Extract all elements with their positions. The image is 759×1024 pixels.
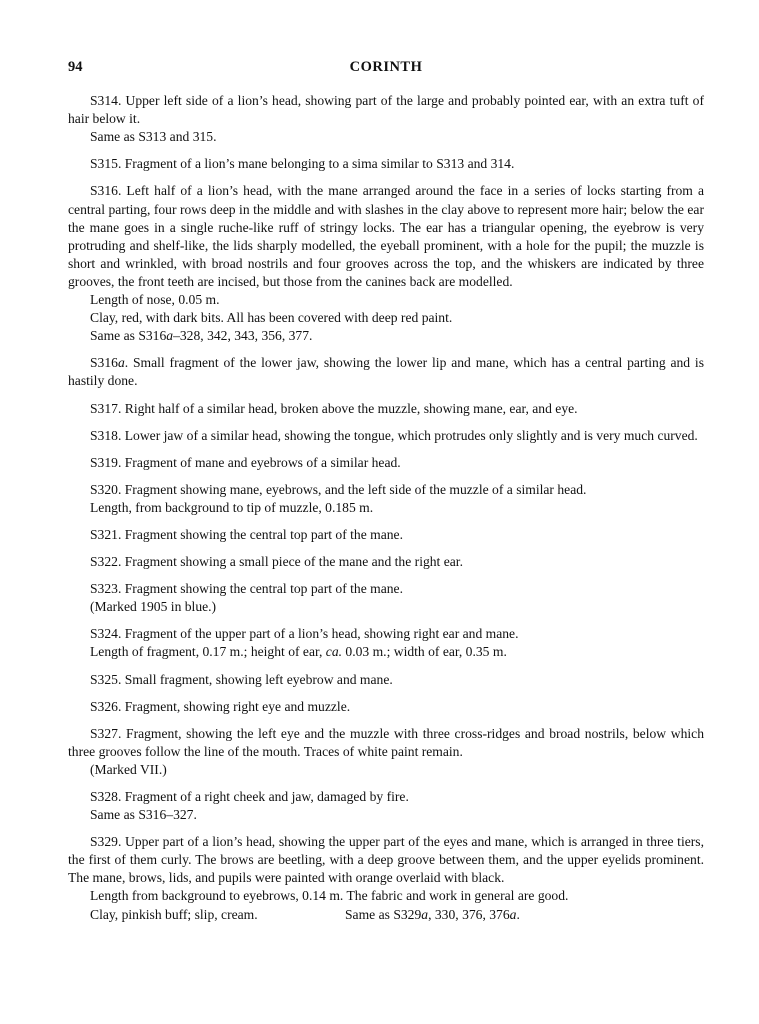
entry-comparison: Same as S313 and 315. bbox=[90, 129, 217, 145]
entry-description: S318. Lower jaw of a similar head, showing the tongue, which protrudes only slightly and is very much curved. bbox=[90, 427, 698, 443]
comparison-suffix: a bbox=[166, 328, 174, 344]
catalog-entry-s316a bbox=[68, 354, 704, 390]
comparison-text: –328, 342, 343, 356, 377. bbox=[173, 328, 313, 344]
entry-clay: Clay, red, with dark bits. All has been covered with deep red paint. bbox=[90, 310, 453, 326]
catalog-entry-s314 bbox=[68, 92, 704, 146]
entry-text: . Small fragment of the lower jaw, showing the lower lip and mane, which has a central parting and is hastily done. bbox=[68, 355, 704, 389]
entry-measurement bbox=[68, 643, 704, 661]
entry-marking: (Marked 1905 in blue.) bbox=[90, 599, 217, 615]
entry-description: S325. Small fragment, showing left eyebrow and mane. bbox=[90, 671, 393, 687]
running-title: CORINTH bbox=[349, 59, 423, 75]
catalog-entry-s322 bbox=[68, 553, 704, 571]
entry-description: S316. Left half of a lion’s head, with the mane arranged around the face in a series of locks starting from a central parting, four rows deep in the middle and with slashes in the clay above to represent more hair; below the ear the mane goes in a single ruche-like ruff of stringy locks. The ear has a triangular opening, the eyebrow is very protruding and shelf-like, the lids sharply modelled, the eyeball prominent, with a hole for the pupil; the muzzle is short and wrinkled, with broad nostrils and four grooves across the top, and the whiskers are indicated by three grooves, the front teeth are incised, but those from the canines back are modelled. bbox=[68, 183, 704, 289]
entry-description: S324. Fragment of the upper part of a lion’s head, showing right ear and mane. bbox=[90, 626, 519, 642]
entry-description: S317. Right half of a similar head, broken above the muzzle, showing mane, ear, and eye. bbox=[90, 400, 578, 416]
entry-description: S322. Fragment showing a small piece of the mane and the right ear. bbox=[90, 554, 463, 570]
entry-description: S314. Upper left side of a lion’s head, showing part of the large and probably pointed ear, with an extra tuft of hair below it. bbox=[68, 93, 704, 127]
entry-comparison: Same as S316–327. bbox=[90, 807, 197, 823]
comparison-text: , 330, 376, 376 bbox=[428, 906, 510, 922]
catalog-entry-s320 bbox=[68, 481, 704, 517]
catalog-entry-s324 bbox=[68, 625, 704, 661]
catalog-entry-s328 bbox=[68, 788, 704, 824]
entry-description: S319. Fragment of mane and eyebrows of a similar head. bbox=[90, 454, 401, 470]
comparison-text: Same as S329 bbox=[345, 906, 422, 922]
entry-clay-and-comparison bbox=[68, 906, 704, 924]
catalog-entry-s318 bbox=[68, 427, 704, 445]
entry-comparison bbox=[68, 327, 704, 345]
comparison-suffix: a bbox=[421, 906, 429, 922]
entry-comparison bbox=[345, 906, 520, 924]
entry-description: S329. Upper part of a lion’s head, showing the upper part of the eyes and mane, which is arranged in three tiers, the first of them curly. The brows are beetling, with a deep groove between them, and the upper eyelids prominent. The mane, brows, lids, and pupils were painted with orange overlaid with black. bbox=[68, 834, 704, 886]
entry-description: S323. Fragment showing the central top part of the mane. bbox=[90, 581, 403, 597]
comparison-text: . bbox=[516, 906, 520, 922]
entry-clay: Clay, pinkish buff; slip, cream. bbox=[90, 906, 258, 922]
entry-label: S316 bbox=[90, 355, 118, 371]
comparison-text: Same as S316 bbox=[90, 328, 167, 344]
measurement-abbrev: ca. bbox=[325, 644, 343, 660]
catalog-entry-s329 bbox=[68, 833, 704, 923]
catalog-entry-s325 bbox=[68, 671, 704, 689]
entry-description: S326. Fragment, showing right eye and muzzle. bbox=[90, 698, 351, 714]
entry-measurement: Length of nose, 0.05 m. bbox=[90, 292, 220, 308]
entry-description: S321. Fragment showing the central top part of the mane. bbox=[90, 526, 403, 542]
document-page bbox=[68, 58, 704, 933]
entry-description: S315. Fragment of a lion’s mane belonging to a sima similar to S313 and 314. bbox=[90, 156, 515, 172]
page-number: 94 bbox=[68, 59, 83, 75]
page-header bbox=[68, 58, 704, 76]
catalog-entry-s316 bbox=[68, 182, 704, 345]
entry-description: S328. Fragment of a right cheek and jaw, damaged by fire. bbox=[90, 789, 409, 804]
catalog-entry-s321 bbox=[68, 526, 704, 544]
catalog-entry-s317 bbox=[68, 400, 704, 418]
entry-description: S327. Fragment, showing the left eye and the muzzle with three cross-ridges and broad nostrils, below which three grooves follow the line of the mouth. Traces of white paint remain. bbox=[68, 725, 704, 759]
catalog-entry-s327 bbox=[68, 725, 704, 779]
comparison-suffix: a bbox=[509, 906, 517, 922]
measurement-text: 0.03 m.; width of ear, 0.35 m. bbox=[342, 644, 507, 660]
measurement-text: Length of fragment, 0.17 m.; height of ear, bbox=[90, 644, 326, 660]
catalog-entry-s326 bbox=[68, 698, 704, 716]
entry-measurement: Length, from background to tip of muzzle, 0.185 m. bbox=[90, 499, 374, 515]
entry-description: S320. Fragment showing mane, eyebrows, and the left side of the muzzle of a similar head. bbox=[90, 481, 587, 497]
entry-label-suffix: a bbox=[117, 355, 125, 371]
entry-description bbox=[68, 354, 704, 390]
catalog-entry-s323 bbox=[68, 580, 704, 616]
entry-marking: (Marked VII.) bbox=[90, 761, 167, 777]
catalog-entry-s315 bbox=[68, 155, 704, 173]
entry-measurement: Length from background to eyebrows, 0.14 m. The fabric and work in general are good. bbox=[90, 888, 569, 904]
catalog-entry-s319 bbox=[68, 454, 704, 472]
